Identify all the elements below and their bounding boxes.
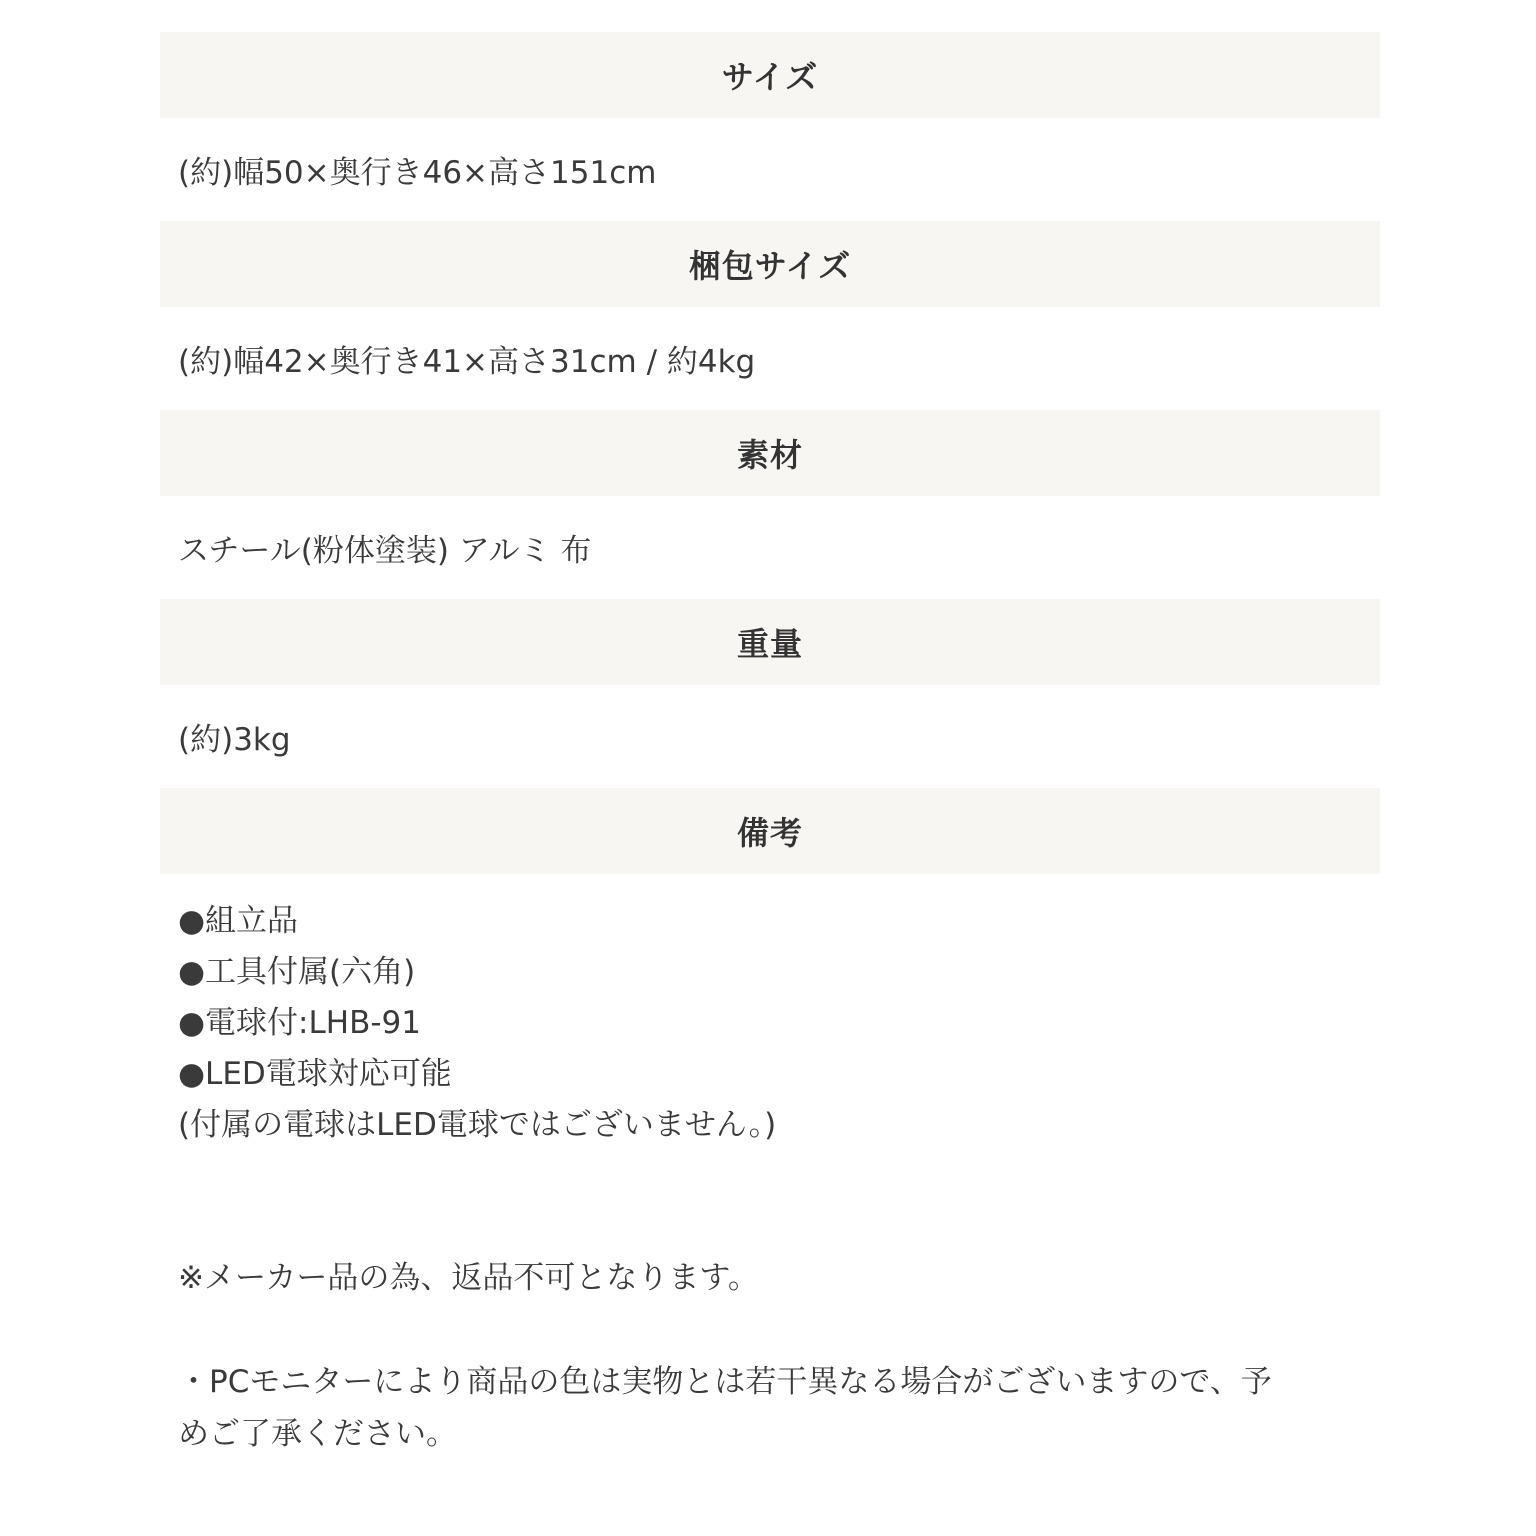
spec-table [160, 32, 1380, 1151]
spec-value-material: スチール(粉体塗装) アルミ 布 [178, 533, 592, 569]
spec-header-weight: 重量 [160, 599, 1380, 685]
note-line: (付属の電球はLED電球ではございません。) [178, 1107, 777, 1143]
spec-value-package-size: (約)幅42×奥行き41×高さ31cm / 約4kg [178, 344, 756, 380]
spec-header-size: サイズ [160, 32, 1380, 118]
note-line: ●LED電球対応可能 [178, 1056, 452, 1092]
spec-header-package-size: 梱包サイズ [160, 221, 1380, 307]
spec-value-weight: (約)3kg [178, 722, 291, 758]
note-line: ●電球付:LHB-91 [178, 1005, 421, 1041]
note-line: ●組立品 [178, 903, 299, 939]
spec-header-notes: 備考 [160, 788, 1380, 874]
spec-value-size: (約)幅50×奥行き46×高さ151cm [178, 155, 657, 191]
return-notice: ※メーカー品の為、返品不可となります。 [178, 1260, 759, 1296]
spec-header-material: 素材 [160, 410, 1380, 496]
note-line: ●工具付属(六角) [178, 954, 416, 990]
monitor-color-notice [178, 1356, 1398, 1460]
monitor-notice-line-2: めご了承ください。 [178, 1416, 457, 1452]
monitor-notice-line-1: ・PCモニターにより商品の色は実物とは若干異なる場合がございますので、予 [178, 1364, 1272, 1400]
spec-value-notes [160, 874, 1380, 1151]
